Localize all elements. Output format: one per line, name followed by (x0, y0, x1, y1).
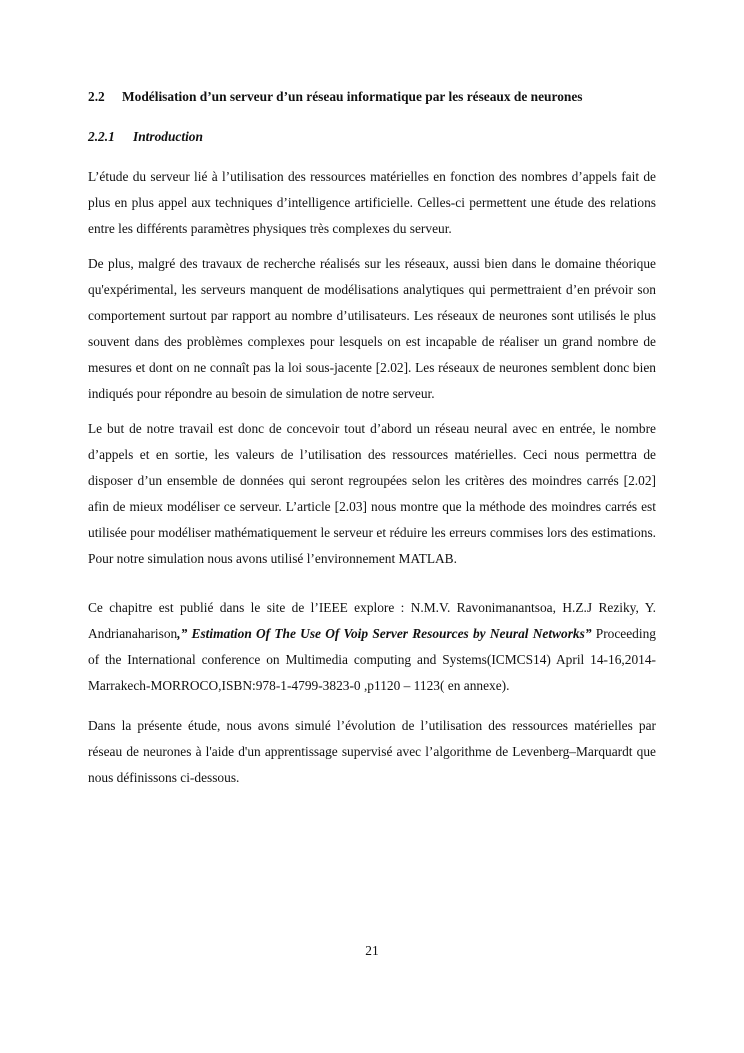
publication-title: ,” Estimation Of The Use Of Voip Server Resources by Neural Networks” (177, 626, 592, 641)
subsection-number: 2.2.1 (88, 129, 115, 144)
section-heading (88, 84, 656, 110)
paragraph-publication (88, 595, 656, 699)
paragraph-intro: L’étude du serveur lié à l’utilisation des ressources matérielles en fonction des nombres d’appels fait de plus en plus appel aux techniques d’intelligence artificielle. Celles-ci permettent une étude des relations entre les différents paramètres physiques très complexes du serveur. (88, 169, 656, 236)
page-number: 21 (365, 943, 379, 958)
publication-details: Proceeding of the International conference on Multimedia computing and Systems(ICMCS14) April 14-16,2014-Marrakech-MORROCO,ISBN:978-1-4799-3823-0 ,p1120 – 1123( en annexe). (88, 626, 656, 693)
subsection-heading (88, 124, 656, 150)
subsection-title: Introduction (133, 129, 203, 144)
paragraph-study: Dans la présente étude, nous avons simulé l’évolution de l’utilisation des ressources matérielles par réseau de neurones à l'aide d'un apprentissage supervisé avec l’algorithme de Levenberg–Marquardt que nous définissons ci-dessous. (88, 718, 656, 785)
section-title: Modélisation d’un serveur d’un réseau informatique par les réseaux de neurones (122, 89, 583, 104)
paragraph-context: De plus, malgré des travaux de recherche réalisés sur les réseaux, aussi bien dans le domaine théorique qu'expérimental, les serveurs manquent de modélisations analytiques qui permettraient d’en prévoir son comportement surtout par rapport au nombre d’utilisateurs. Les réseaux de neurones sont utilisés le plus souvent dans des problèmes complexes pour lesquels on est incapable de réaliser un grand nombre de mesures et dont on ne connaît pas la loi sous-jacente [2.02]. Les réseaux de neurones semblent donc bien indiqués pour répondre au besoin de simulation de notre serveur. (88, 256, 656, 401)
paragraph-goal: Le but de notre travail est donc de concevoir tout d’abord un réseau neural avec en entrée, le nombre d’appels et en sortie, les valeurs de l’utilisation des ressources matérielles. Ceci nous permettra de disposer d’un ensemble de données qui seront regroupées selon les critères des moindres carrés [2.02] afin de mieux modéliser ce serveur. L’article [2.03] nous montre que la méthode des moindres carrés est utilisée pour modéliser mathématiquement le serveur et réduire les erreurs commises lors des estimations. Pour notre simulation nous avons utilisé l’environnement MATLAB. (88, 421, 656, 566)
section-number: 2.2 (88, 89, 105, 104)
page-content (88, 84, 656, 791)
publication-authors: Ce chapitre est publié dans le site de l’IEEE explore : N.M.V. Ravonimanantsoa, H.Z.J Reziky, Y. Andrianaharison (88, 600, 656, 641)
